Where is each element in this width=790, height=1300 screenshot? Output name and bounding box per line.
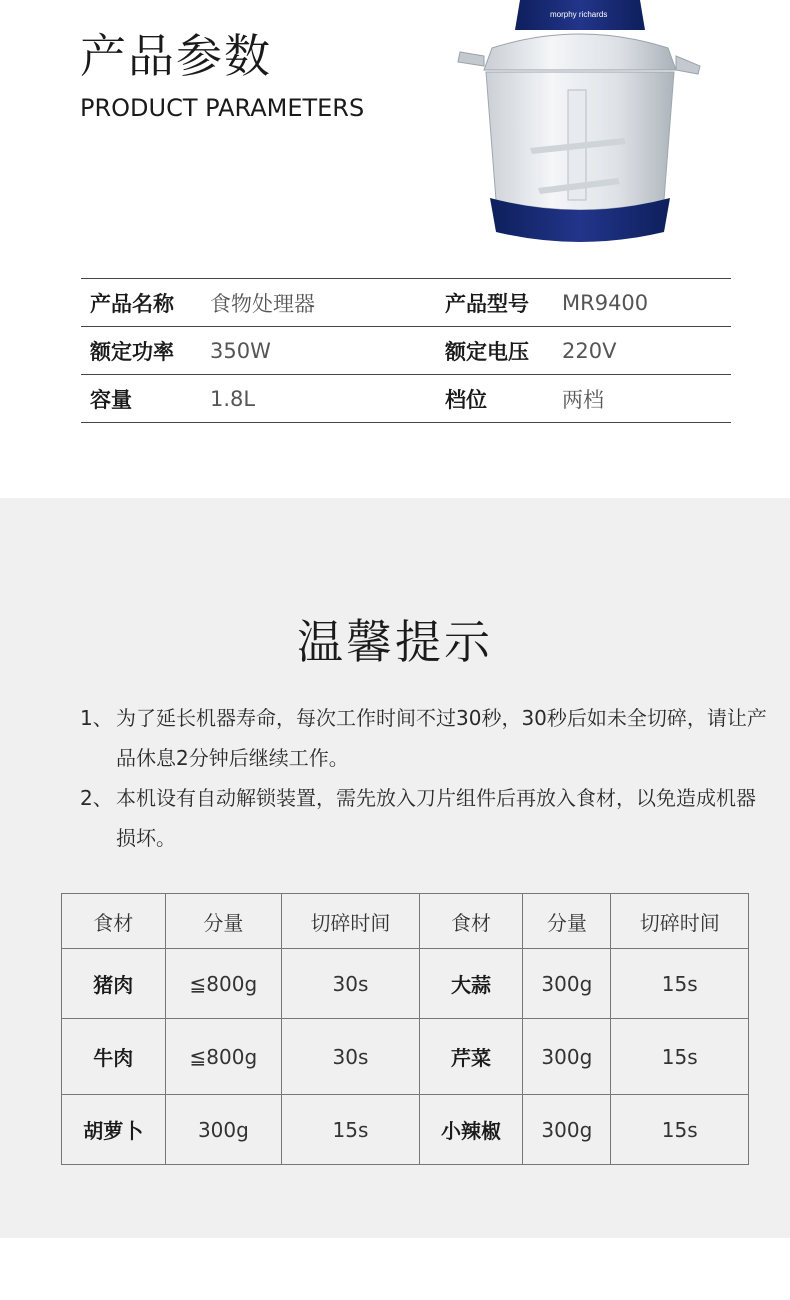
- param-label: 产品名称: [90, 291, 174, 316]
- parameters-section: [0, 0, 790, 498]
- param-value: 350W: [210, 338, 271, 363]
- food-name: 猪肉: [62, 949, 166, 1019]
- param-label: 额定功率: [90, 339, 174, 364]
- param-value: 220V: [562, 338, 617, 363]
- food-amount: ≦800g: [165, 949, 282, 1019]
- food-amount: ≦800g: [165, 1019, 282, 1095]
- parameters-table: [81, 278, 731, 423]
- param-value: 1.8L: [210, 386, 256, 411]
- food-table: [61, 893, 749, 1165]
- param-value: 食物处理器: [210, 291, 315, 316]
- brand-label: morphy richards: [550, 10, 608, 19]
- food-processor-image: [450, 0, 710, 250]
- tip-number: 1、: [80, 706, 113, 730]
- col-header-time: 切碎时间: [282, 894, 420, 949]
- param-label: 产品型号: [445, 291, 529, 316]
- tip-item: [80, 778, 770, 858]
- param-value: 两档: [562, 387, 604, 412]
- chop-time: 15s: [282, 1095, 420, 1165]
- tip-text: 为了延长机器寿命，每次工作时间不过30秒，30秒后如未全切碎，请让产品休息2分钟后继续工作。: [116, 706, 767, 770]
- page-subtitle: PRODUCT PARAMETERS: [80, 94, 365, 122]
- tips-section: [0, 498, 790, 1238]
- table-header-row: [62, 894, 749, 949]
- col-header-food: 食材: [62, 894, 166, 949]
- food-amount: 300g: [523, 1019, 611, 1095]
- food-amount: 300g: [523, 949, 611, 1019]
- food-name: 芹菜: [419, 1019, 523, 1095]
- chop-time: 15s: [611, 1019, 749, 1095]
- table-row: [62, 949, 749, 1019]
- chop-time: 30s: [282, 949, 420, 1019]
- page-title: 产品参数: [80, 29, 272, 83]
- param-label: 容量: [90, 387, 132, 412]
- food-name: 小辣椒: [419, 1095, 523, 1165]
- tip-text: 本机设有自动解锁装置，需先放入刀片组件后再放入食材，以免造成机器损坏。: [116, 786, 756, 850]
- food-amount: 300g: [523, 1095, 611, 1165]
- parameter-row: [81, 279, 731, 327]
- tip-item: [80, 698, 770, 778]
- parameter-row: [81, 375, 731, 423]
- food-amount: 300g: [165, 1095, 282, 1165]
- param-label: 档位: [445, 387, 487, 412]
- chop-time: 15s: [611, 949, 749, 1019]
- table-row: [62, 1019, 749, 1095]
- param-value: MR9400: [562, 290, 649, 315]
- food-name: 牛肉: [62, 1019, 166, 1095]
- tips-title: 温馨提示: [297, 615, 493, 669]
- chop-time: 15s: [611, 1095, 749, 1165]
- col-header-amount: 分量: [165, 894, 282, 949]
- tip-number: 2、: [80, 786, 113, 810]
- col-header-amount: 分量: [523, 894, 611, 949]
- food-name: 胡萝卜: [62, 1095, 166, 1165]
- col-header-food: 食材: [419, 894, 523, 949]
- table-row: [62, 1095, 749, 1165]
- parameter-row: [81, 327, 731, 375]
- food-name: 大蒜: [419, 949, 523, 1019]
- chop-time: 30s: [282, 1019, 420, 1095]
- tips-list: [80, 698, 770, 858]
- param-label: 额定电压: [445, 339, 529, 364]
- col-header-time: 切碎时间: [611, 894, 749, 949]
